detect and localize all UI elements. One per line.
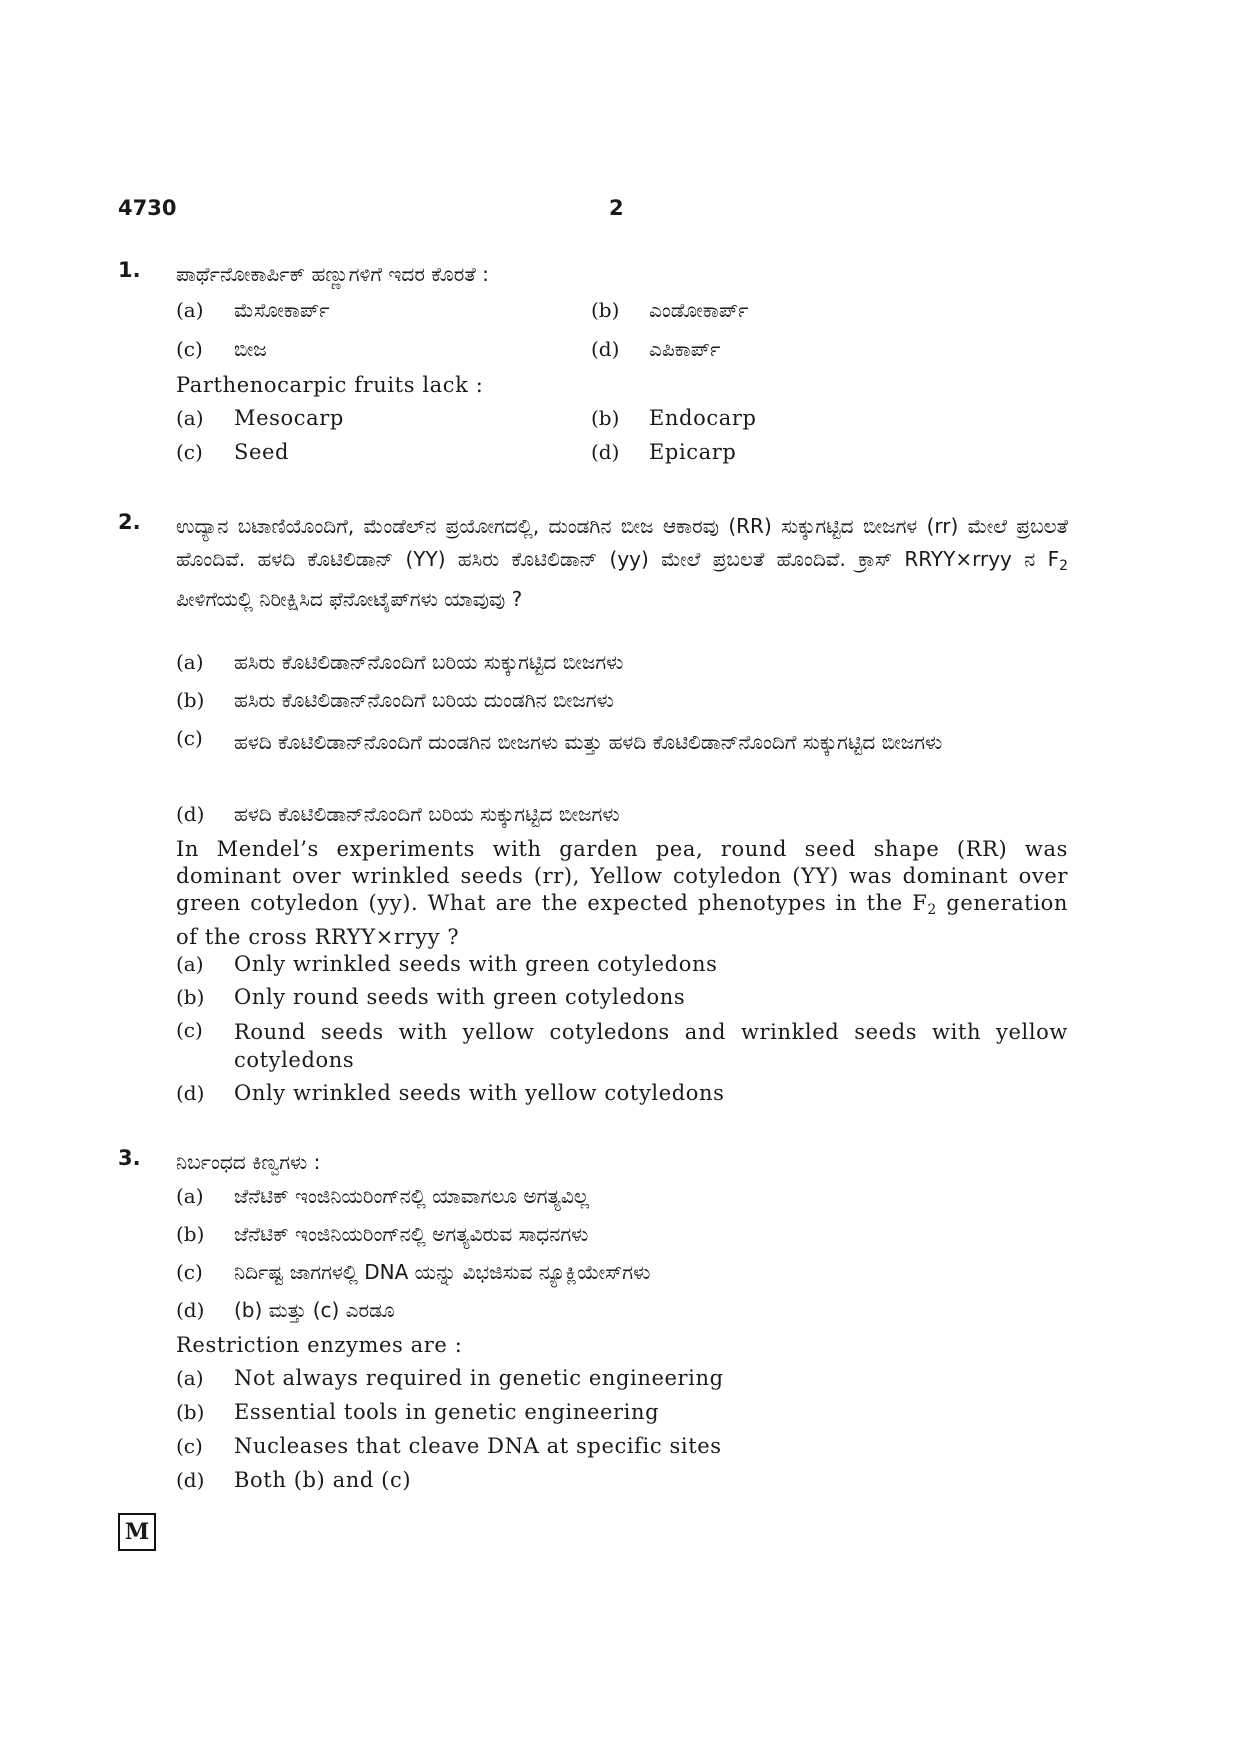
option-label: (c) [176, 1434, 203, 1458]
option-text: ನಿರ್ದಿಷ್ಟ ಜಾಗಗಳಲ್ಲಿ DNA ಯನ್ನು ವಿಭಜಿಸುವ ನ್ಯೂಕ್ಲಿಯೇಸ್‌ಗಳು [234, 1260, 651, 1284]
option-label: (d) [176, 1081, 205, 1105]
option-label: (a) [176, 952, 204, 976]
option-text: Epicarp [649, 440, 737, 464]
option-text: Not always required in genetic engineering [234, 1366, 724, 1390]
option-text: Both (b) and (c) [234, 1468, 412, 1492]
option-label: (d) [591, 440, 620, 464]
option-label: (b) [176, 688, 205, 712]
option-label: (a) [176, 650, 204, 674]
option-label: (a) [176, 406, 204, 430]
option-label: (a) [176, 1184, 204, 1208]
option-text: ಹಳದಿ ಕೊಟಿಲಿಡಾನ್‌ನೊಂದಿಗೆ ದುಂಡಗಿನ ಬೀಜಗಳು ಮತ್ತು ಹಳದಿ ಕೊಟಿಲಿಡಾನ್‌ನೊಂದಿಗೆ ಸುಕ್ಕುಗಟ್ಟಿದ ಬೀಜಗಳು [234, 730, 943, 754]
option-text: ಜೆನೆಟಿಕ್ ಇಂಜಿನಿಯರಿಂಗ್‌ನಲ್ಲಿ ಯಾವಾಗಲೂ ಅಗತ್ಯವಿಲ್ಲ [234, 1184, 590, 1208]
option-text: Only round seeds with green cotyledons [234, 985, 686, 1009]
page-number: 2 [609, 196, 624, 220]
paper-code: 4730 [118, 196, 177, 220]
stem-text: generation of the cross RRYY×rryy ? [176, 891, 1069, 949]
option-text: Endocarp [649, 406, 757, 430]
option-text: ಹಸಿರು ಕೊಟಿಲಿಡಾನ್‌ನೊಂದಿಗೆ ಬರಿಯ ಸುಕ್ಕುಗಟ್ಟಿದ ಬೀಜಗಳು [234, 650, 624, 674]
option-text: Only wrinkled seeds with green cotyledons [234, 952, 718, 976]
option-text: Nucleases that cleave DNA at specific sites [234, 1434, 722, 1458]
question-number: 3. [118, 1146, 141, 1170]
question-stem-kannada [176, 510, 1068, 616]
option-text: Mesocarp [234, 406, 344, 430]
question-number: 1. [118, 258, 141, 282]
option-text: Essential tools in genetic engineering [234, 1400, 660, 1424]
option-label: (c) [176, 1018, 203, 1042]
option-label: (a) [176, 298, 204, 322]
stem-text: ಉದ್ಯಾನ ಬಟಾಣಿಯೊಂದಿಗೆ, ಮೆಂಡೆಲ್‌ನ ಪ್ರಯೋಗದಲ್ಲಿ, ದುಂಡಗಿನ ಬೀಜ ಆಕಾರವು (RR) ಸುಕ್ಕುಗಟ್ಟಿದ ಬೀಜಗಳ (rr) ಮೇಲೆ ಪ್ರಬಲತೆ ಹೊಂದಿವೆ. ಹಳದಿ ಕೊಟಿಲಿಡಾನ್ (YY) ಹಸಿರು ಕೊಟಿಲಿಡಾನ್ (yy) ಮೇಲೆ ಪ್ರಬಲತೆ ಹೊಂದಿವೆ. ಕ್ರಾಸ್ RRYY×rryy ನ F [176, 514, 1068, 571]
option-label: (c) [176, 337, 203, 361]
question-stem-kannada: ನಿರ್ಬಂಧದ ಕಿಣ್ವಗಳು : [176, 1150, 321, 1174]
option-text: ಎಪಿಕಾರ್ಪ್ [649, 337, 721, 361]
option-text: Only wrinkled seeds with yellow cotyledons [234, 1081, 725, 1105]
question-stem-english: Parthenocarpic fruits lack : [176, 373, 484, 397]
subscript: 2 [927, 902, 937, 918]
option-text: ಜೆನೆಟಿಕ್ ಇಂಜಿನಿಯರಿಂಗ್‌ನಲ್ಲಿ ಅಗತ್ಯವಿರುವ ಸಾಧನಗಳು [234, 1222, 589, 1246]
option-text: ಬೀಜ [234, 337, 267, 361]
medium-mark-box: M [118, 1513, 156, 1551]
question-stem-english: Restriction enzymes are : [176, 1333, 463, 1357]
option-label: (c) [176, 1260, 203, 1284]
option-text: ಎಂಡೋಕಾರ್ಪ್ [649, 298, 749, 322]
option-label: (c) [176, 440, 203, 464]
option-label: (b) [591, 298, 620, 322]
option-label: (b) [591, 406, 620, 430]
option-label: (c) [176, 726, 203, 750]
question-stem-kannada: ಪಾರ್ಥೆನೋಕಾರ್ಪಿಕ್ ಹಣ್ಣುಗಳಿಗೆ ಇದರ ಕೊರತೆ : [176, 262, 489, 286]
option-label: (d) [176, 802, 205, 826]
option-label: (b) [176, 1222, 205, 1246]
subscript: 2 [1059, 558, 1068, 574]
option-text: ಮೆಸೋಕಾರ್ಪ್ [234, 298, 330, 322]
option-text: (b) ಮತ್ತು (c) ಎರಡೂ [234, 1298, 395, 1322]
option-label: (b) [176, 1400, 205, 1424]
option-label: (b) [176, 985, 205, 1009]
option-label: (d) [176, 1298, 205, 1322]
option-text: Round seeds with yellow cotyledons and wrinkled seeds with yellow cotyledons [234, 1020, 1068, 1072]
option-label: (d) [591, 337, 620, 361]
option-label: (a) [176, 1366, 204, 1390]
question-stem-english [176, 836, 1068, 951]
question-number: 2. [118, 510, 141, 534]
stem-text: In Mendel’s experiments with garden pea, round seed shape (RR) was dominant over wrinkled seeds (rr), Yellow cotyledon (YY) was dominant over green cotyledon (yy). What are the expected phenotypes in the F [176, 837, 1068, 915]
option-text: ಹಸಿರು ಕೊಟಿಲಿಡಾನ್‌ನೊಂದಿಗೆ ಬರಿಯ ದುಂಡಗಿನ ಬೀಜಗಳು [234, 688, 614, 712]
option-text: ಹಳದಿ ಕೊಟಿಲಿಡಾನ್‌ನೊಂದಿಗೆ ಬರಿಯ ಸುಕ್ಕುಗಟ್ಟಿದ ಬೀಜಗಳು [234, 802, 620, 826]
option-label: (d) [176, 1468, 205, 1492]
option-text: Seed [234, 440, 290, 464]
stem-text: ಪೀಳಿಗೆಯಲ್ಲಿ ನಿರೀಕ್ಷಿಸಿದ ಫೆನೋಟೈಪ್‌ಗಳು ಯಾವುವು ? [176, 587, 523, 611]
